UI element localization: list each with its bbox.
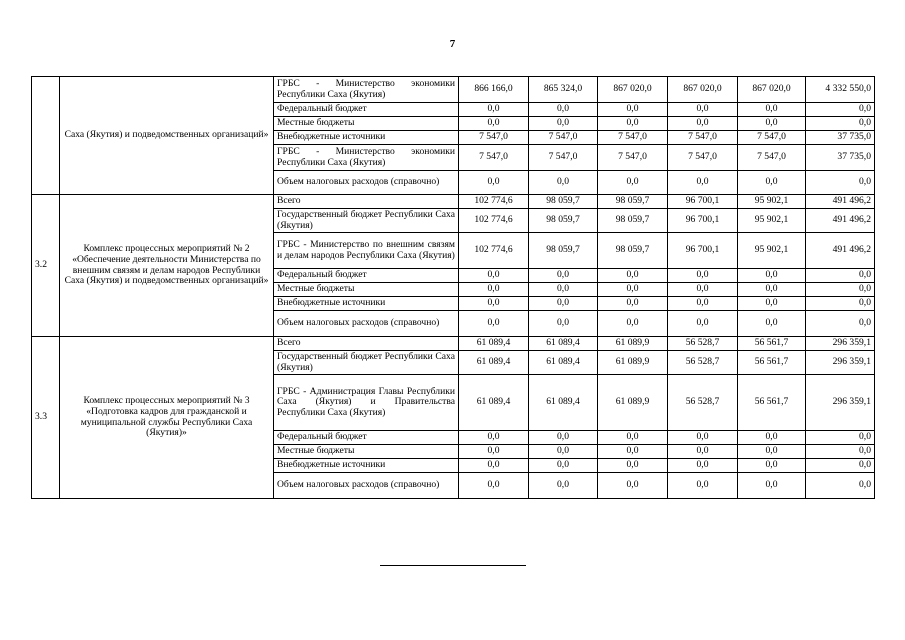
year-value: 0,0 [529,311,598,337]
year-value: 0,0 [529,459,598,473]
year-value: 0,0 [738,103,806,117]
year-value: 0,0 [738,283,806,297]
year-value: 0,0 [598,117,668,131]
funding-source: Объем налоговых расходов (справочно) [274,171,459,195]
year-value: 0,0 [459,473,529,499]
year-value: 56 561,7 [738,337,806,351]
total-value: 0,0 [806,269,875,283]
total-value: 37 735,0 [806,145,875,171]
year-value: 61 089,4 [459,351,529,375]
year-value: 0,0 [598,269,668,283]
year-value: 7 547,0 [668,145,738,171]
funding-source: Местные бюджеты [274,283,459,297]
year-value: 56 528,7 [668,337,738,351]
year-value: 0,0 [738,431,806,445]
year-value: 0,0 [738,473,806,499]
funding-source: ГРБС - Администрация Главы Республики Саха (Якутия) и Правительства Республики Саха (Якутия) [274,375,459,431]
funding-source: Федеральный бюджет [274,431,459,445]
year-value: 95 902,1 [738,233,806,269]
year-value: 0,0 [598,311,668,337]
year-value: 0,0 [598,473,668,499]
year-value: 7 547,0 [529,145,598,171]
year-value: 56 561,7 [738,351,806,375]
funding-source: Федеральный бюджет [274,269,459,283]
year-value: 0,0 [598,459,668,473]
funding-source: Объем налоговых расходов (справочно) [274,311,459,337]
year-value: 867 020,0 [668,77,738,103]
year-value: 96 700,1 [668,209,738,233]
year-value: 867 020,0 [598,77,668,103]
year-value: 98 059,7 [598,209,668,233]
year-value: 56 528,7 [668,351,738,375]
year-value: 0,0 [738,311,806,337]
total-value: 296 359,1 [806,351,875,375]
page-number: 7 [449,38,456,50]
signature-divider [380,565,526,566]
year-value: 0,0 [459,431,529,445]
year-value: 0,0 [459,103,529,117]
year-value: 866 166,0 [459,77,529,103]
year-value: 95 902,1 [738,209,806,233]
year-value: 0,0 [668,103,738,117]
funding-source: Государственный бюджет Республики Саха (Якутия) [274,209,459,233]
year-value: 102 774,6 [459,233,529,269]
funding-source: Объем налоговых расходов (справочно) [274,473,459,499]
year-value: 61 089,9 [598,337,668,351]
funding-source: Всего [274,337,459,351]
year-value: 0,0 [459,117,529,131]
year-value: 96 700,1 [668,195,738,209]
total-value: 0,0 [806,297,875,311]
program-name: Комплекс процессных мероприятий № 2 «Обеспечение деятельности Министерства по внешним связям и делам народов Республики Саха (Якутия) и подведомственных организаций» [60,195,274,337]
year-value: 61 089,4 [529,337,598,351]
year-value: 0,0 [668,459,738,473]
year-value: 0,0 [668,283,738,297]
year-value: 0,0 [598,445,668,459]
year-value: 98 059,7 [598,195,668,209]
year-value: 0,0 [459,283,529,297]
year-value: 0,0 [738,297,806,311]
row-index: 3.2 [32,195,60,337]
year-value: 0,0 [529,117,598,131]
year-value: 0,0 [529,283,598,297]
funding-source: Местные бюджеты [274,117,459,131]
funding-source: Местные бюджеты [274,445,459,459]
year-value: 7 547,0 [598,131,668,145]
total-value: 0,0 [806,283,875,297]
funding-source: Внебюджетные источники [274,459,459,473]
year-value: 95 902,1 [738,195,806,209]
year-value: 0,0 [738,445,806,459]
total-value: 0,0 [806,311,875,337]
year-value: 0,0 [668,473,738,499]
program-name: Саха (Якутия) и подведомственных организаций» [60,77,274,195]
year-value: 0,0 [459,459,529,473]
year-value: 0,0 [668,171,738,195]
year-value: 98 059,7 [529,233,598,269]
year-value: 0,0 [598,103,668,117]
year-value: 0,0 [529,171,598,195]
year-value: 0,0 [459,311,529,337]
total-value: 491 496,2 [806,195,875,209]
total-value: 296 359,1 [806,337,875,351]
year-value: 0,0 [738,269,806,283]
total-value: 491 496,2 [806,233,875,269]
year-value: 0,0 [668,445,738,459]
year-value: 61 089,4 [529,351,598,375]
year-value: 0,0 [668,117,738,131]
row-index [32,77,60,195]
row-index: 3.3 [32,337,60,499]
year-value: 7 547,0 [598,145,668,171]
funding-source: Всего [274,195,459,209]
total-value: 0,0 [806,103,875,117]
funding-source: ГРБС - Министерство экономики Республики Саха (Якутия) [274,145,459,171]
funding-source: ГРБС - Министерство по внешним связям и делам народов Республики Саха (Якутия) [274,233,459,269]
year-value: 7 547,0 [459,145,529,171]
year-value: 102 774,6 [459,209,529,233]
year-value: 867 020,0 [738,77,806,103]
year-value: 0,0 [668,431,738,445]
year-value: 0,0 [529,431,598,445]
funding-source: Государственный бюджет Республики Саха (Якутия) [274,351,459,375]
year-value: 56 528,7 [668,375,738,431]
year-value: 0,0 [459,445,529,459]
total-value: 0,0 [806,117,875,131]
year-value: 7 547,0 [738,145,806,171]
year-value: 0,0 [529,297,598,311]
year-value: 0,0 [668,269,738,283]
total-value: 0,0 [806,459,875,473]
total-value: 37 735,0 [806,131,875,145]
year-value: 98 059,7 [598,233,668,269]
year-value: 61 089,9 [598,351,668,375]
year-value: 0,0 [598,297,668,311]
total-value: 0,0 [806,445,875,459]
year-value: 0,0 [598,283,668,297]
year-value: 0,0 [529,269,598,283]
year-value: 98 059,7 [529,209,598,233]
year-value: 865 324,0 [529,77,598,103]
table-row [32,195,875,209]
total-value: 0,0 [806,171,875,195]
total-value: 4 332 550,0 [806,77,875,103]
table-row [32,337,875,351]
year-value: 102 774,6 [459,195,529,209]
funding-source: ГРБС - Министерство экономики Республики Саха (Якутия) [274,77,459,103]
year-value: 7 547,0 [529,131,598,145]
year-value: 61 089,9 [598,375,668,431]
year-value: 0,0 [529,473,598,499]
year-value: 0,0 [598,431,668,445]
year-value: 7 547,0 [459,131,529,145]
program-name: Комплекс процессных мероприятий № 3 «Подготовка кадров для гражданской и муниципальной службы Республики Саха (Якутия)» [60,337,274,499]
funding-source: Внебюджетные источники [274,297,459,311]
year-value: 0,0 [668,311,738,337]
year-value: 7 547,0 [738,131,806,145]
year-value: 0,0 [738,171,806,195]
year-value: 61 089,4 [529,375,598,431]
year-value: 98 059,7 [529,195,598,209]
funding-source: Внебюджетные источники [274,131,459,145]
year-value: 0,0 [598,171,668,195]
year-value: 61 089,4 [459,337,529,351]
budget-table [31,76,875,499]
total-value: 296 359,1 [806,375,875,431]
year-value: 0,0 [459,171,529,195]
year-value: 0,0 [738,117,806,131]
year-value: 0,0 [738,459,806,473]
year-value: 96 700,1 [668,233,738,269]
total-value: 0,0 [806,431,875,445]
year-value: 0,0 [529,445,598,459]
year-value: 0,0 [459,297,529,311]
year-value: 56 561,7 [738,375,806,431]
year-value: 0,0 [668,297,738,311]
total-value: 0,0 [806,473,875,499]
year-value: 61 089,4 [459,375,529,431]
year-value: 7 547,0 [668,131,738,145]
total-value: 491 496,2 [806,209,875,233]
year-value: 0,0 [529,103,598,117]
year-value: 0,0 [459,269,529,283]
funding-source: Федеральный бюджет [274,103,459,117]
table-row [32,77,875,103]
